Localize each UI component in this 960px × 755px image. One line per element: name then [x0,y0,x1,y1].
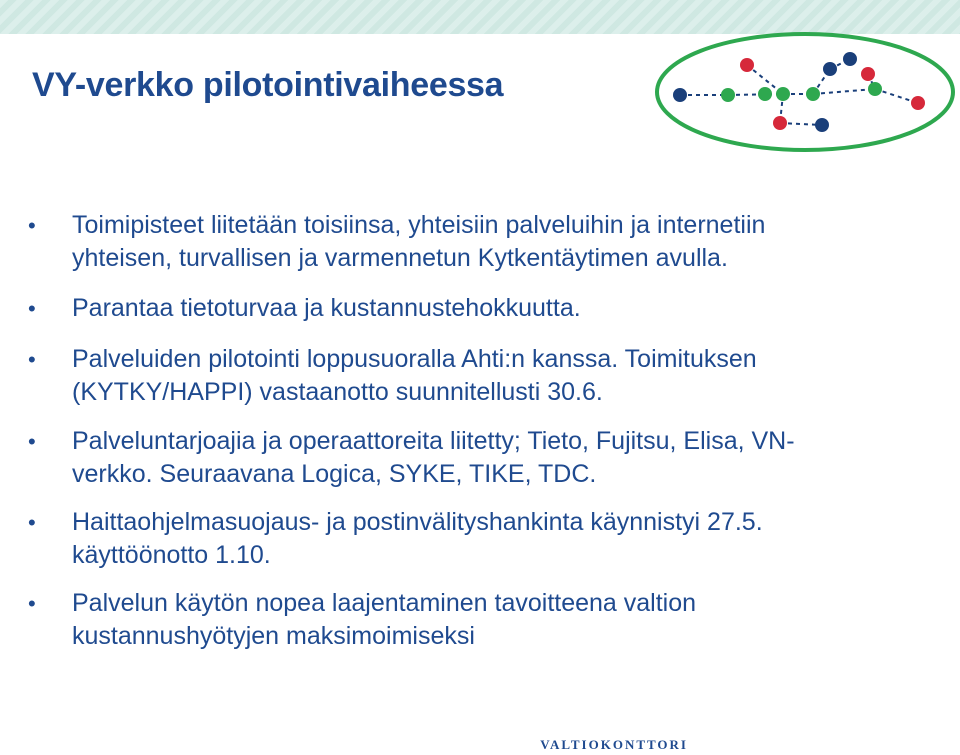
bullet-dot-icon: • [28,591,36,616]
bullet-item [28,343,828,409]
bullet-dot-icon: • [28,347,36,372]
bullet-item [28,425,828,491]
bullet-item [28,209,828,275]
bullet-item [28,506,828,572]
bullet-dot-icon: • [28,296,36,321]
brand-logo: VALTIOKONTTORI [540,737,688,752]
bullet-text: Parantaa tietoturvaa ja kustannustehokkuutta. [72,294,581,322]
bullet-text: Palvelun käytön nopea laajentaminen tavoitteena valtion kustannushyötyjen maksimoimiseksi [72,589,697,650]
bullet-text: Toimipisteet liitetään toisiinsa, yhteisiin palveluihin ja internetiin yhteisen, turvallisen ja varmennetun Kytkentäytimen avulla. [72,211,766,272]
page-title: VY-verkko pilotointivaiheessa [32,66,504,104]
bullet-text: Haittaohjelmasuojaus- ja postinvälityshankinta käynnistyi 27.5. käyttöönotto 1.10. [72,508,763,569]
bullet-text: Palveluntarjoajia ja operaattoreita liitetty; Tieto, Fujitsu, Elisa, VN-verkko. Seuraavana Logica, SYKE, TIKE, TDC. [72,427,795,488]
bullet-item [28,587,828,653]
bullet-dot-icon: • [28,510,36,535]
bullet-list [28,209,828,669]
bullet-item [28,292,828,325]
bullet-dot-icon: • [28,429,36,454]
network-graph-icon [650,22,960,154]
bullet-dot-icon: • [28,213,36,238]
bullet-text: Palveluiden pilotointi loppusuoralla Ahti:n kanssa. Toimituksen (KYTKY/HAPPI) vastaanotto suunnitellusti 30.6. [72,345,757,406]
